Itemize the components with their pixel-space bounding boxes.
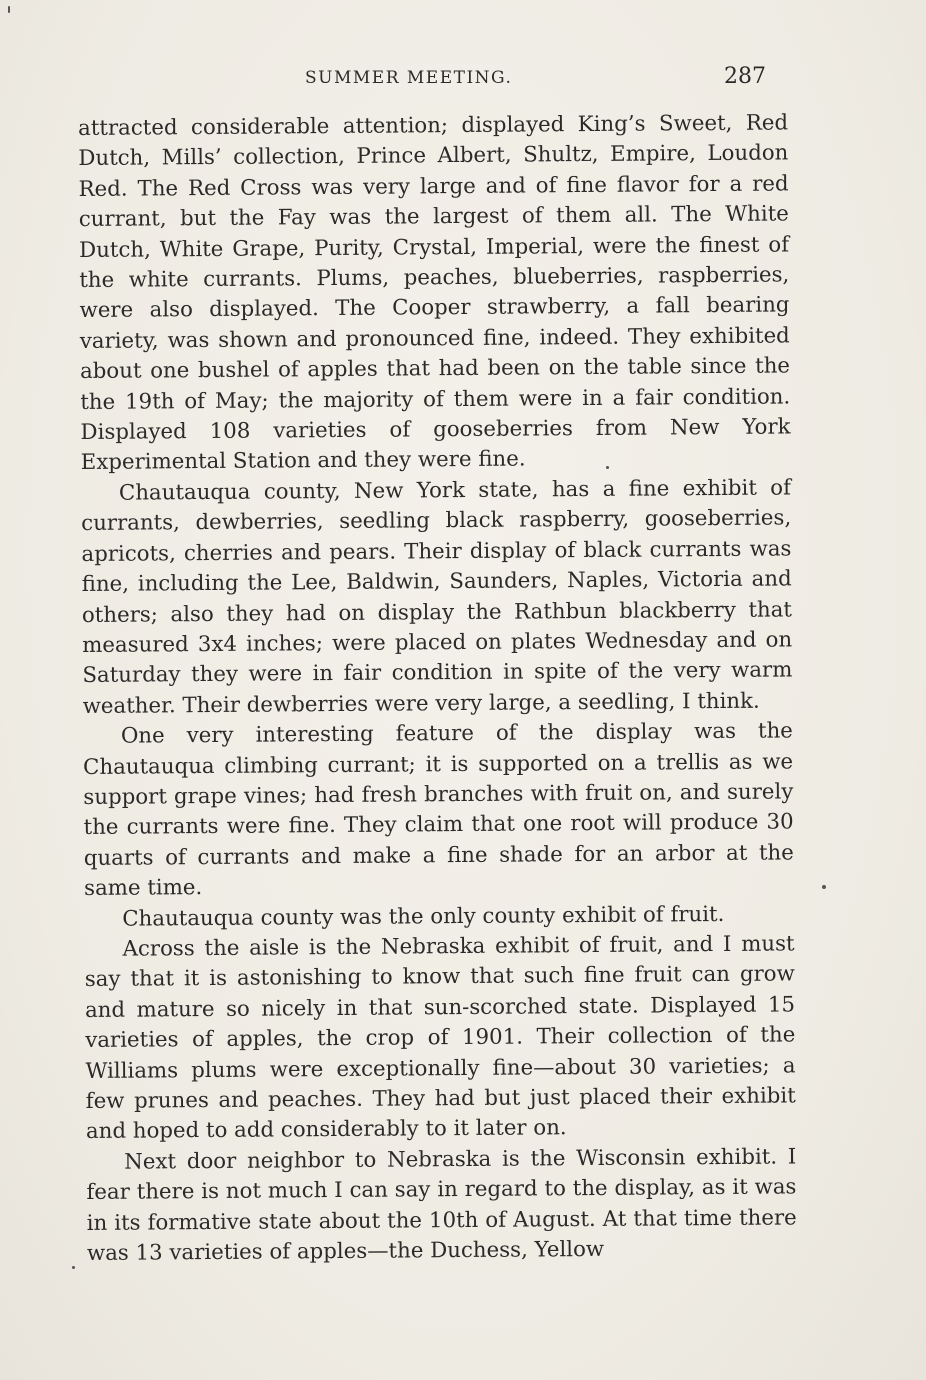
page-number: 287	[724, 64, 766, 89]
paragraph-only-county-exhibit: Chautauqua county was the only county exhibit of fruit.	[122, 901, 725, 932]
paragraph-chautauqua-exhibit: Chautauqua county, New York state, has a fine exhibit of currants, dewberries, seedling black raspberry, gooseberries, apricots, cherries and pears. Their display of black currants was fine, including the Lee, Baldwin, Saunders, Naples, Victoria and others; also they had on display the Rathbun blackberry that measured 3x4 inches; were placed on plates Wednesday and on Saturday they were in fair condition in spite of the very warm weather. Their dewberries were very large, a seedling, I think.	[81, 475, 793, 719]
paragraph-wisconsin-exhibit: Next door neighbor to Nebraska is the Wisconsin exhibit. I fear there is not much I can say in regard to the display, as it was in its formative state about the 10th of August. At that time there was 13 varieties of apples—the Duchess, Yellow	[86, 1144, 797, 1266]
body-text	[78, 108, 797, 1269]
paragraph-currants-continued: attracted considerable attention; displayed King’s Sweet, Red Dutch, Mills’ collection, Prince Albert, Shultz, Empire, Loudon Red. The Red Cross was very large and of fine flavor for a red currant, but the Fay was the largest of them all. The White Dutch, White Grape, Purity, Crystal, Imperial, were the finest of the white currants. Plums, peaches, blueberries, raspberries, were also displayed. The Cooper strawberry, a fall bearing variety, was shown and pronounced fine, indeed. They exhibited about one bushel of apples that had been on the table since the the 19th of May; the majority of them were in a fair condition. Displayed 108 varieties of gooseberries from New York Experimental Station and they were fine.	[78, 110, 791, 476]
paper-speck	[822, 885, 826, 889]
paper-speck	[8, 6, 10, 13]
paper-speck	[72, 1266, 75, 1269]
page-header	[80, 64, 780, 94]
paper-speck	[606, 466, 609, 469]
paragraph-nebraska-exhibit: Across the aisle is the Nebraska exhibit of fruit, and I must say that it is astonishing to know that such fine fruit can grow and mature so nicely in that sun-scorched state. Displayed 15 varieties of apples, the crop of 1901. Their collection of the Williams plums were exceptionally fine—about 30 varieties; a few prunes and peaches. They had but just placed their exhibit and hoped to add considerably to it later on.	[84, 931, 796, 1145]
paragraph-climbing-currant: One very interesting feature of the display was the Chautauqua climbing currant; it is supported on a trellis as we support grape vines; had fresh branches with fruit on, and surely the currants were fine. They claim that one root will produce 30 quarts of currants and make a fine shade for an arbor at the same time.	[83, 718, 794, 902]
running-title: SUMMER MEETING.	[305, 68, 513, 88]
